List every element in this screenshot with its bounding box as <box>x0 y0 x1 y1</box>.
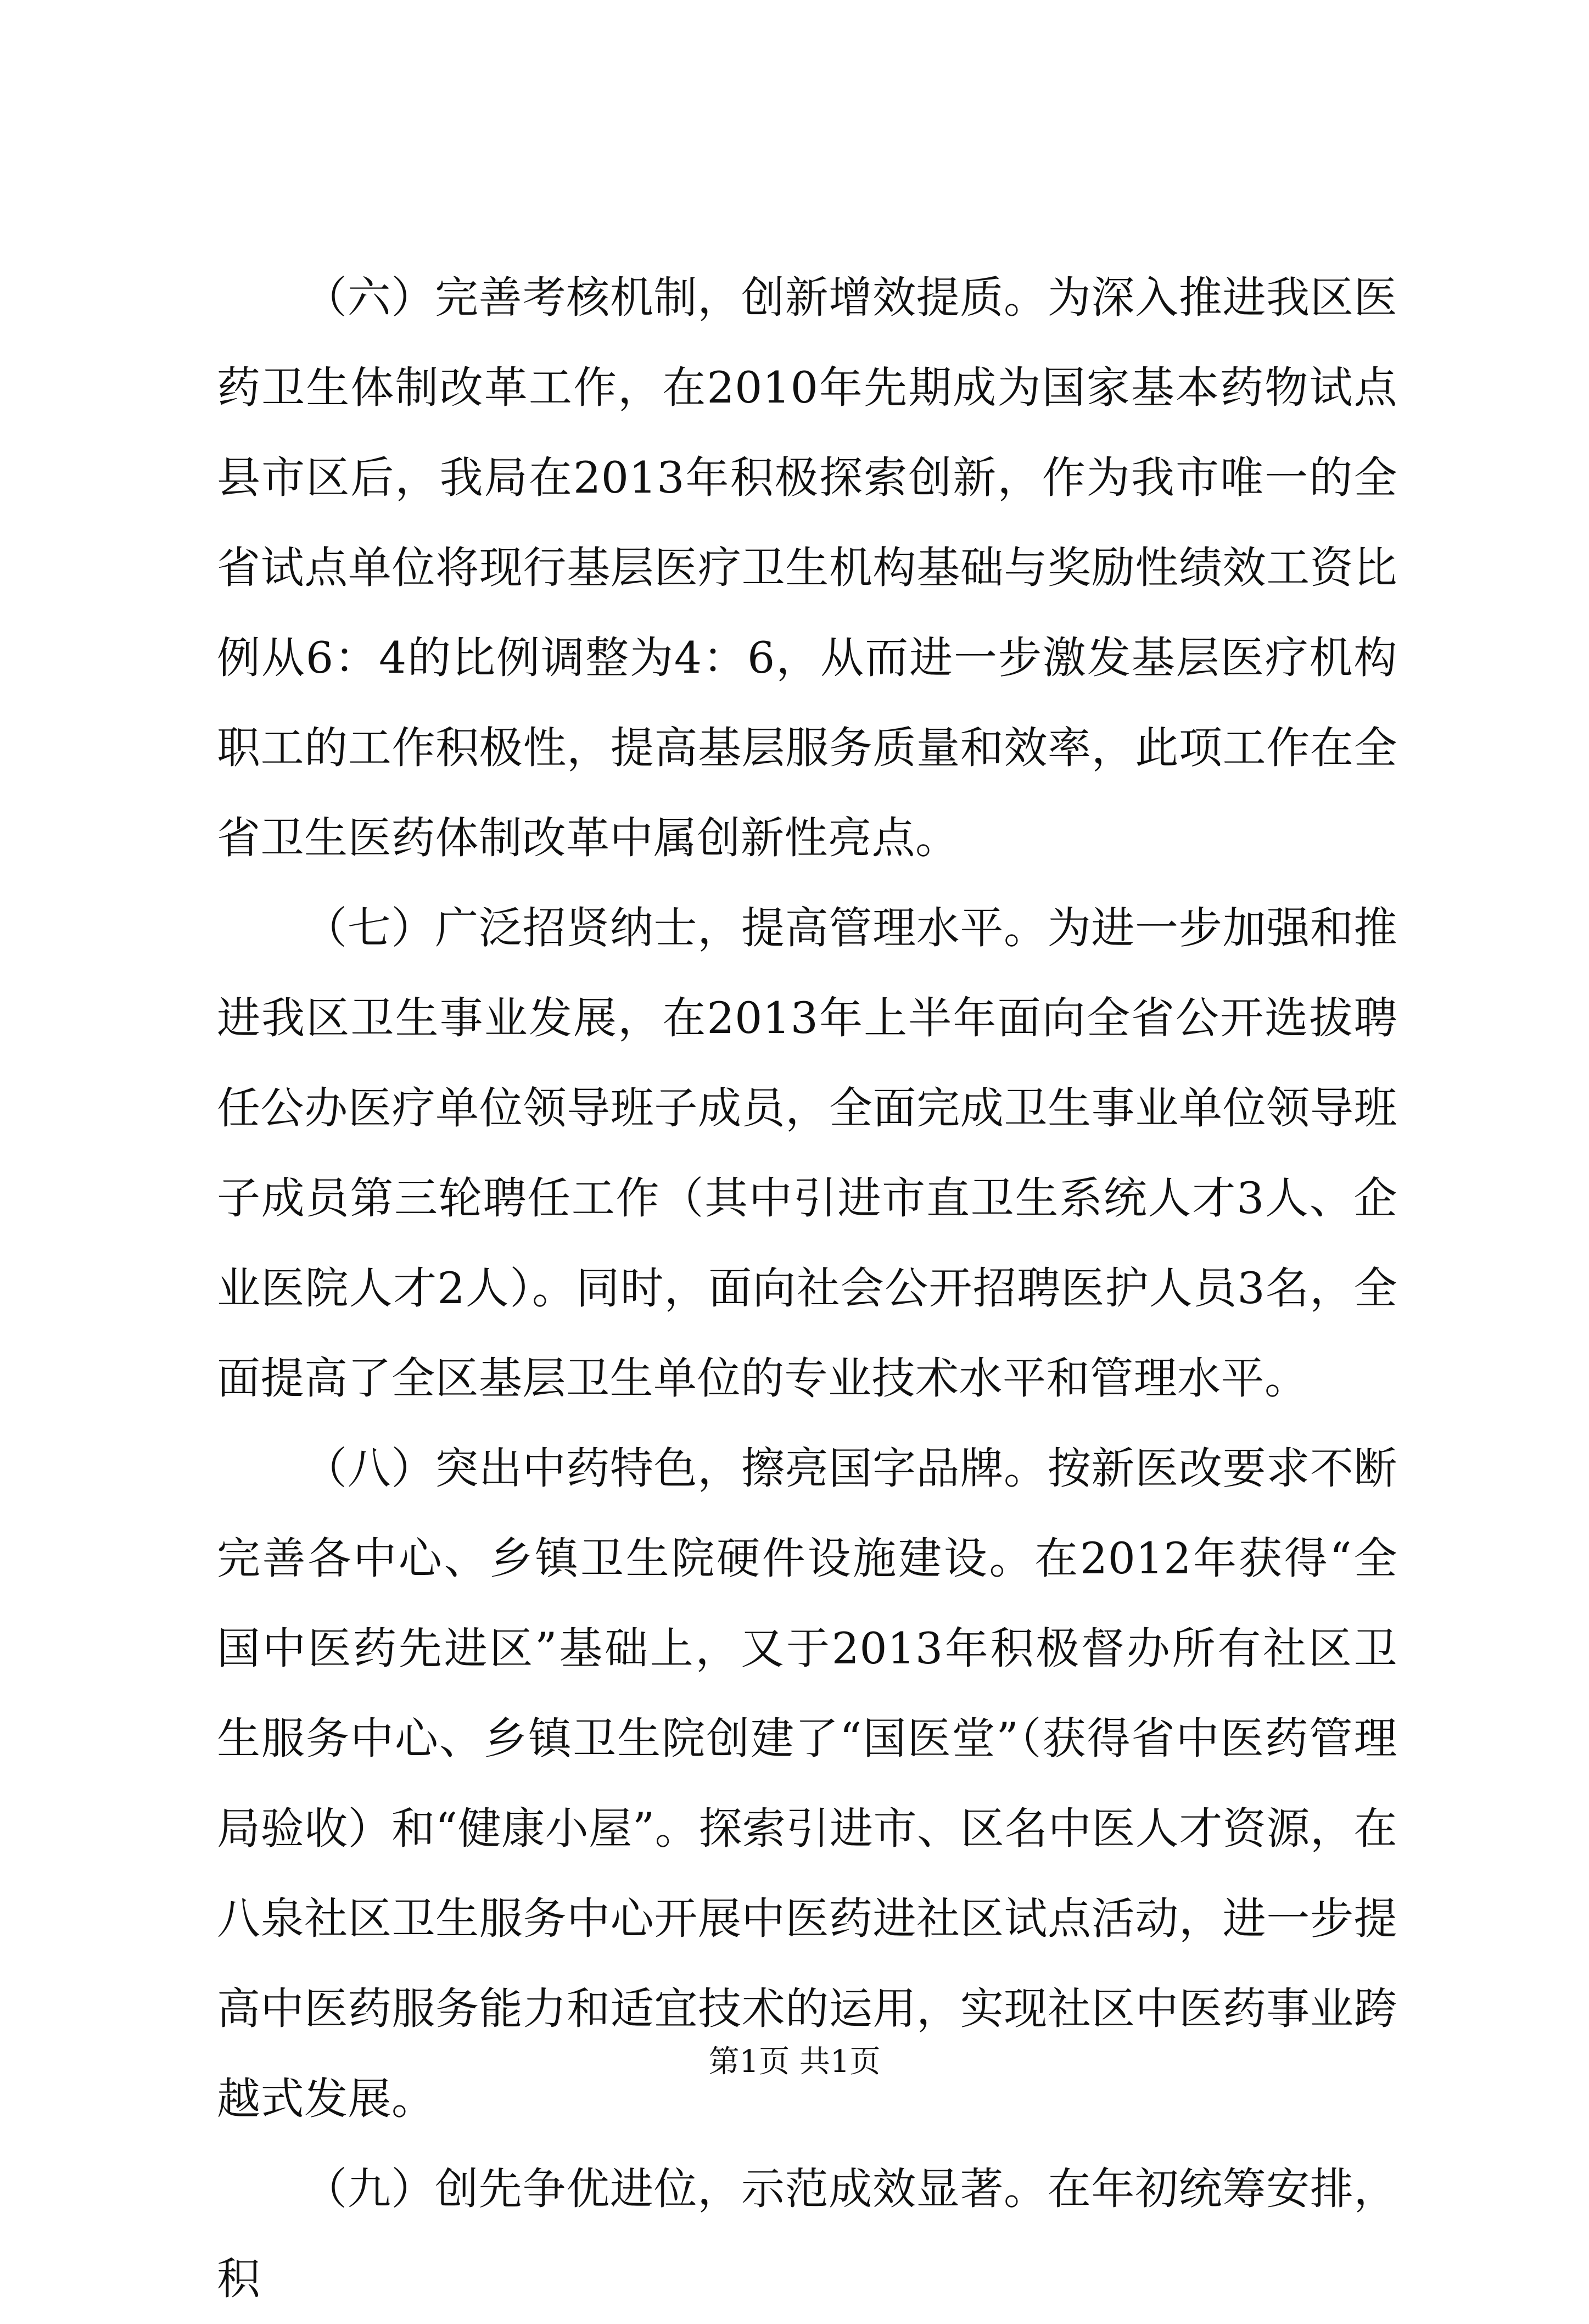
paragraph-9: （九）创先争优进位，示范成效显著。在年初统筹安排，积 <box>217 2164 1397 2304</box>
paragraph-8: （八）突出中药特色，擦亮国字品牌。按新医改要求不断完善各中心、乡镇卫生院硬件设施建设。在2012年获得“全国中医药先进区”基础上，又于2013年积极督办所有社区卫生服务中心、乡镇卫生院创建了“国医堂”（获得省中医药管理局验收）和“健康小屋”。探索引进市、区名中医人才资源，在八泉社区卫生服务中心开展中医药进社区试点活动，进一步提高中医药服务能力和适宜技术的运用，实现社区中医药事业跨越式发展。 <box>217 1443 1397 2124</box>
document-body <box>217 253 1397 2324</box>
paragraph-6: （六）完善考核机制，创新增效提质。为深入推进我区医药卫生体制改革工作，在2010年先期成为国家基本药物试点县市区后，我局在2013年积极探索创新，作为我市唯一的全省试点单位将现行基层医疗卫生机构基础与奖励性绩效工资比例从6：4的比例调整为4：6，从而进一步激发基层医疗机构职工的工作积极性，提高基层服务质量和效率，此项工作在全省卫生医药体制改革中属创新性亮点。 <box>217 272 1397 863</box>
paragraph-7: （七）广泛招贤纳士，提高管理水平。为进一步加强和推进我区卫生事业发展，在2013年上半年面向全省公开选拔聘任公办医疗单位领导班子成员，全面完成卫生事业单位领导班子成员第三轮聘任工作（其中引进市直卫生系统人才3人、企业医院人才2人）。同时，面向社会公开招聘医护人员3名，全面提高了全区基层卫生单位的专业技术水平和管理水平。 <box>217 903 1397 1404</box>
page-footer: 第1页 共1页 <box>708 2044 881 2080</box>
